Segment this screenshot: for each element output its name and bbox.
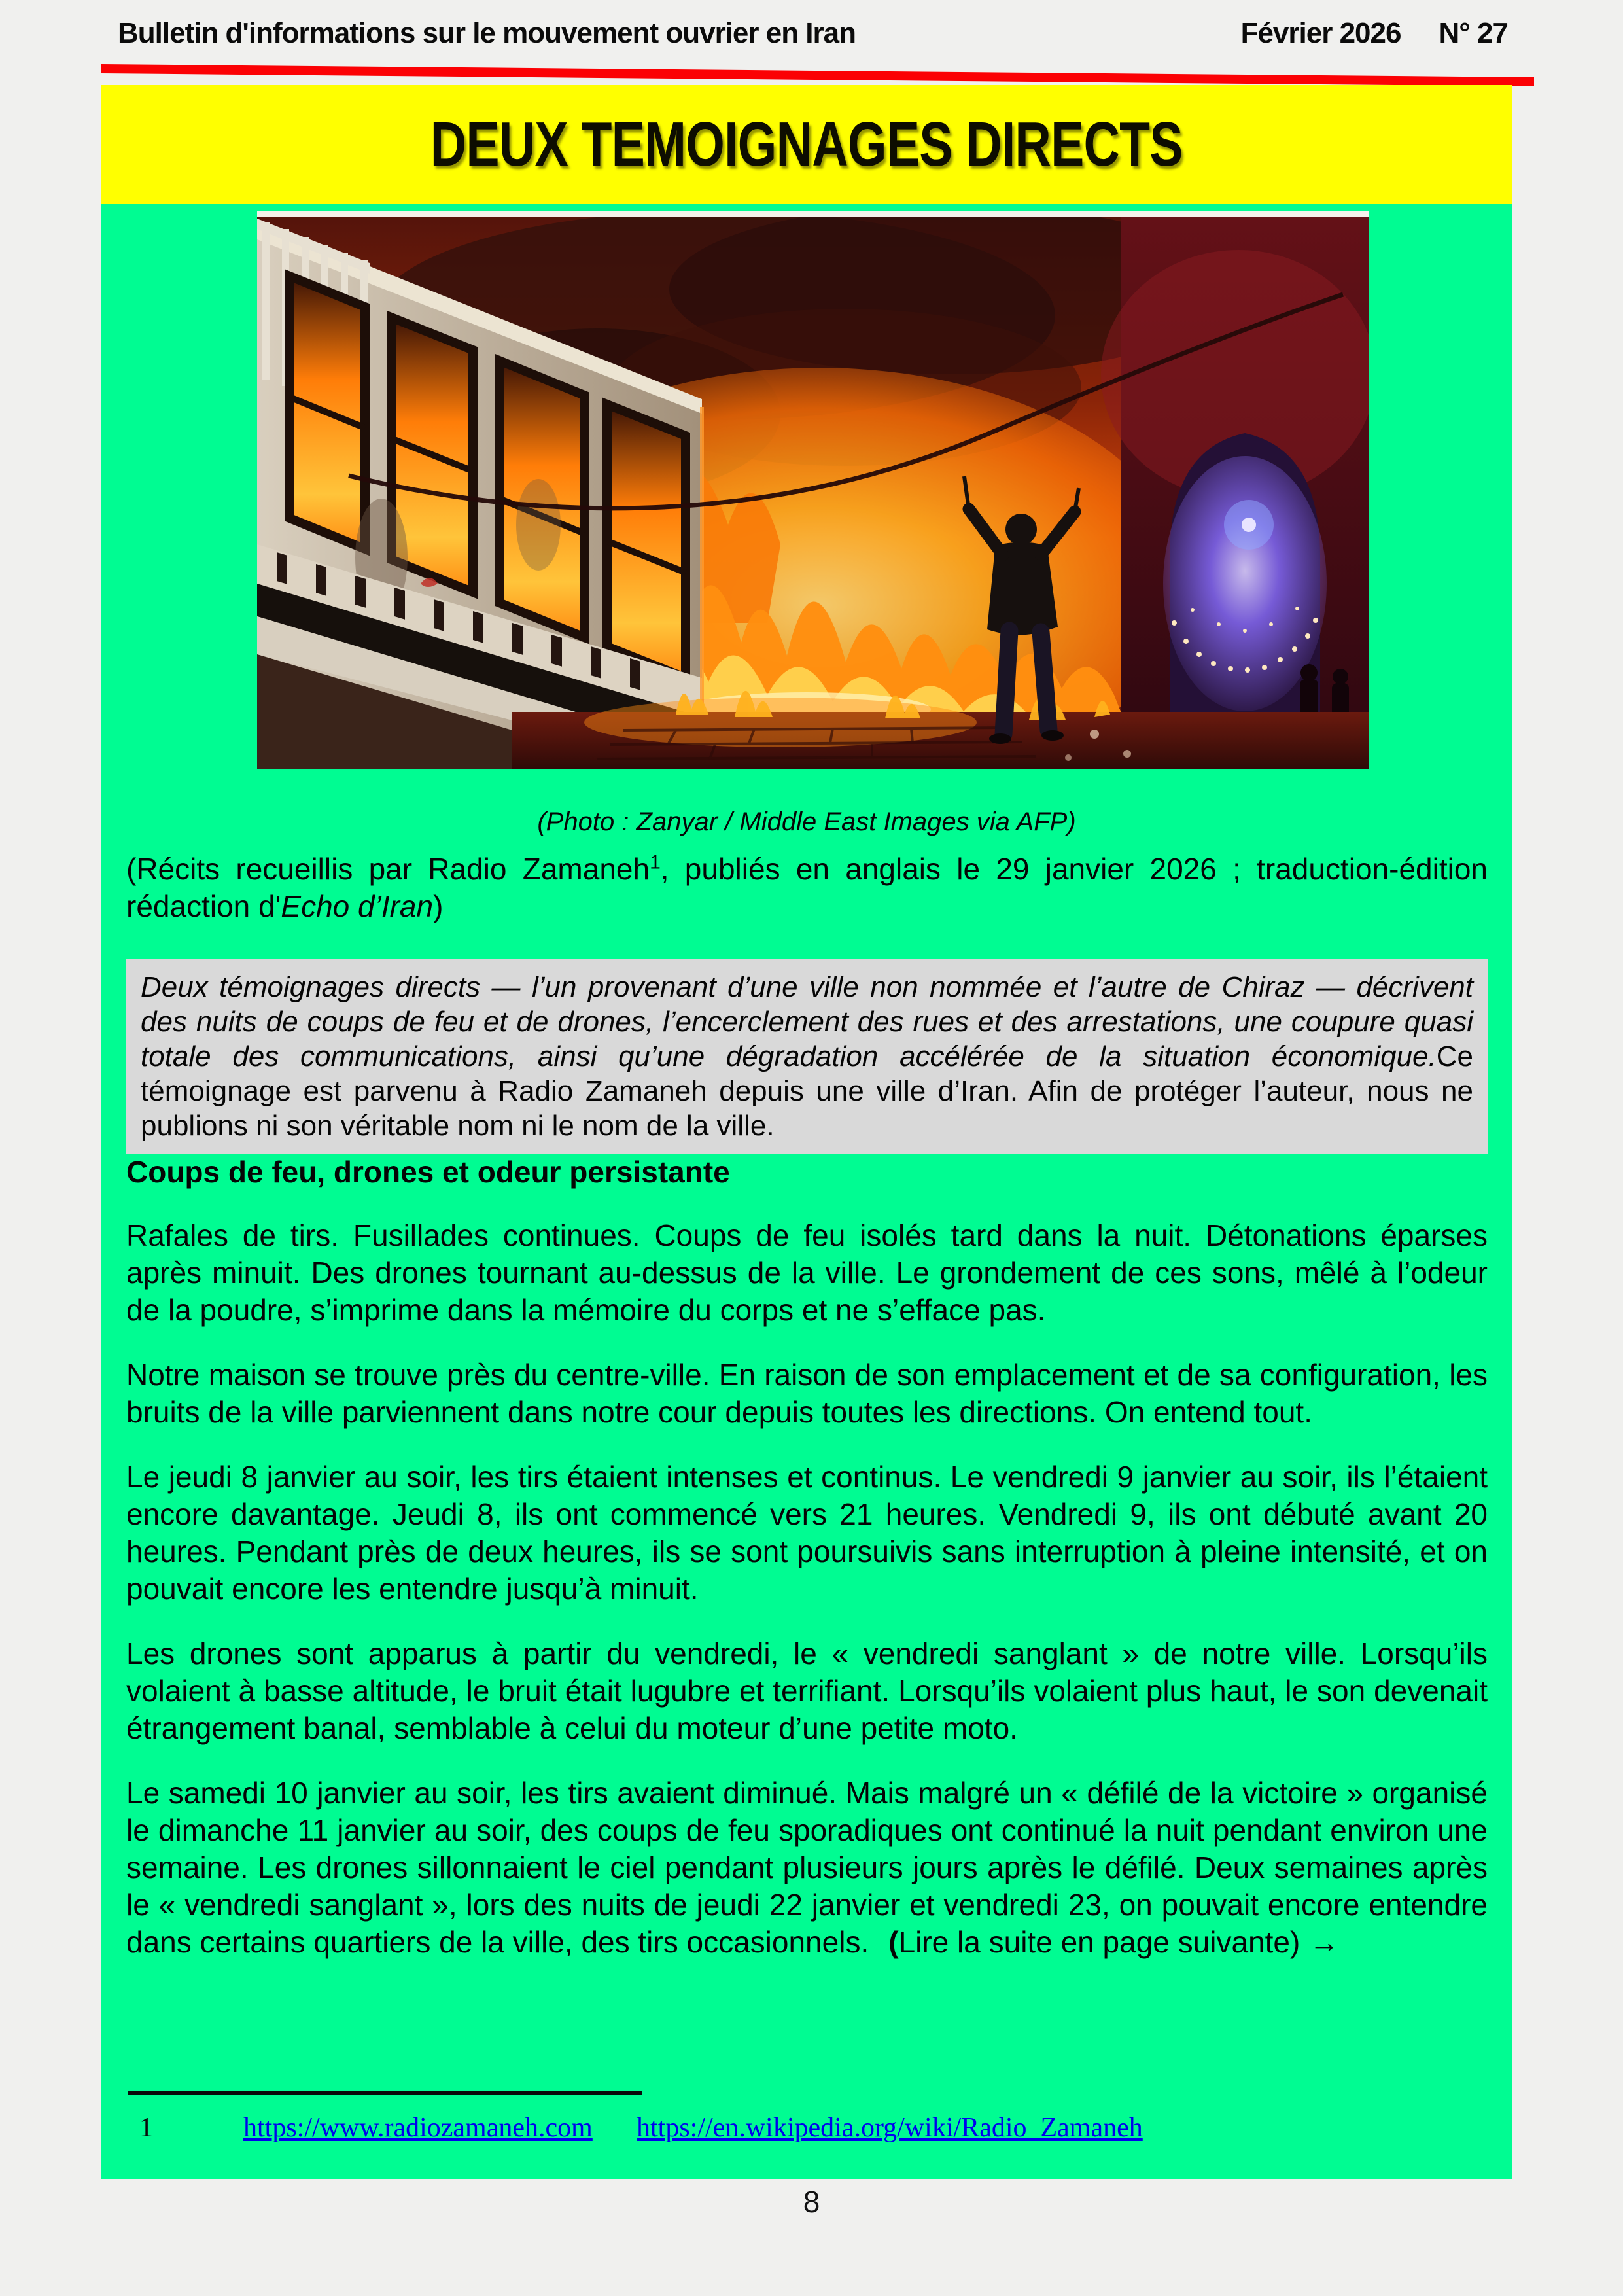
quote-normal-part: Ce témoignage est parvenu à Radio Zamaneh depuis une ville d’Iran. Afin de protéger l’auteur, nous ne publions ni son véritable nom ni le nom de la ville. xyxy=(141,1040,1473,1142)
last-paragraph xyxy=(126,1775,1488,1961)
body-paragraph: Notre maison se trouve près du centre-ville. En raison de son emplacement et de sa configuration, les bruits de la ville parviennent dans notre cour depuis toutes les directions. On entend tout. xyxy=(126,1358,1488,1429)
body-paragraph: Les drones sont apparus à partir du vendredi, le « vendredi sanglant » de notre ville. Lorsqu’ils volaient à basse altitude, le bruit était lugubre et terrifiant. Lorsqu’ils volaient plus haut, le son devenait étrangement banal, semblable à celui du moteur d’une petite moto. xyxy=(126,1636,1488,1745)
arrow-right-icon: → xyxy=(1309,1925,1340,1959)
highlighted-quote-block xyxy=(126,959,1488,1154)
body-paragraph: Le jeudi 8 janvier au soir, les tirs étaient intenses et continus. Le vendredi 9 janvier au soir, ils l’étaient encore davantage. Jeudi 8, ils ont commencé vers 21 heures. Vendredi 9, ils ont débuté avant 20 heures. Pendant près de deux heures, ils se sont poursuivis sans interruption à pleine intensité, et on pouvait encore les entendre jusqu’à minuit. xyxy=(126,1460,1488,1606)
body-paragraph: Rafales de tirs. Fusillades continues. Coups de feu isolés tard dans la nuit. Détonations éparses après minuit. Des drones tournant au-dessus de la ville. Le grondement de ces sons, mêlé à l’odeur de la poudre, s’imprime dans la mémoire du corps et ne s’efface pas. xyxy=(126,1218,1488,1327)
section-heading: Coups de feu, drones et odeur persistante xyxy=(126,1155,730,1189)
footnote-link-wikipedia[interactable]: https://en.wikipedia.org/wiki/Radio_Zamaneh xyxy=(637,2113,1143,2143)
intro-close: ) xyxy=(433,889,444,923)
page-title: DEUX TEMOIGNAGES DIRECTS xyxy=(430,109,1183,179)
continuation-note-paren: ( xyxy=(888,1925,899,1959)
intro-open: (Récits recueillis par Radio Zamaneh xyxy=(126,852,650,886)
photo-caption: (Photo : Zanyar / Middle East Images via AFP) xyxy=(537,807,1076,836)
footnote xyxy=(101,2112,1463,2158)
publication-name: Echo d’Iran xyxy=(281,889,434,923)
footnote-number: 1 xyxy=(139,2113,153,2143)
intro-mid: , publiés en anglais le 29 janvier 2026 ; traduction-édition rédaction d' xyxy=(126,852,1488,923)
masthead-title: Bulletin d'informations sur le mouvement ouvrier en Iran xyxy=(118,17,856,49)
article-body xyxy=(126,851,1488,1961)
masthead-issue-info xyxy=(1241,17,1508,50)
masthead-issue-number: N° 27 xyxy=(1439,17,1508,49)
intro-paragraph xyxy=(126,851,1488,925)
photo-burning-street xyxy=(257,211,1369,769)
footnote-link-radiozamaneh[interactable]: https://www.radiozamaneh.com xyxy=(243,2113,593,2143)
page-number: 8 xyxy=(803,2185,820,2219)
footnote-separator xyxy=(128,2091,642,2095)
quote-italic-part: Deux témoignages directs — l’un provenant d’une ville non nommée et l’autre de Chiraz — décrivent des nuits de coups de feu et de drones, l’encerclement des rues et des arrestations, une coupure quasi totale des communications, ainsi qu’une dégradation accélérée de la situation économique. xyxy=(141,971,1473,1072)
content-panel xyxy=(101,204,1512,2179)
masthead-date: Février 2026 xyxy=(1240,17,1401,49)
headline-banner xyxy=(101,85,1512,204)
last-paragraph-text: Le samedi 10 janvier au soir, les tirs avaient diminué. Mais malgré un « défilé de la victoire » organisé le dimanche 11 janvier au soir, des coups de feu sporadiques ont continué la nuit pendant environ une semaine. Les drones sillonnaient le ciel pendant plusieurs jours après le défilé. Deux semaines après le « vendredi sanglant », lors des nuits de jeudi 22 janvier et vendredi 23, on pouvait encore entendre dans certains quartiers de la ville, des tirs occasionnels. xyxy=(126,1776,1488,1959)
continuation-note: Lire la suite en page suivante) xyxy=(898,1925,1300,1959)
footnote-ref: 1 xyxy=(650,851,661,874)
